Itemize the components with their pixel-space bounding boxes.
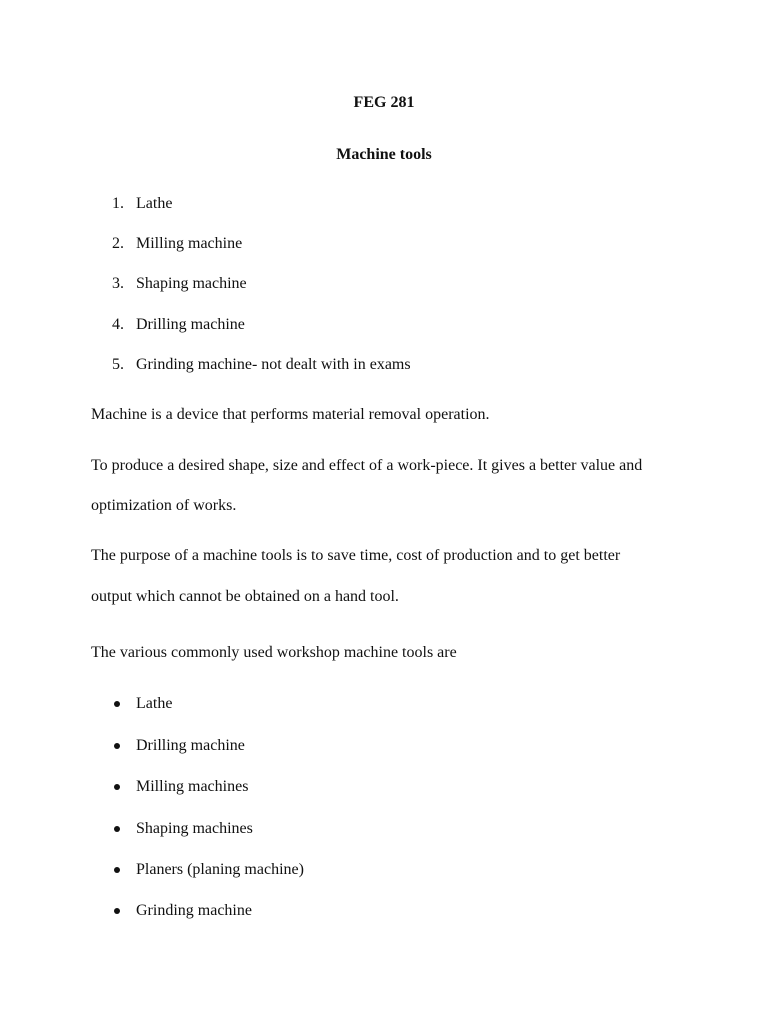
- list-item-text: Drilling machine: [136, 316, 245, 333]
- course-code: FEG 281: [353, 94, 415, 111]
- paragraph-definition: Machine is a device that performs material removal operation.: [91, 406, 490, 423]
- list-number: 5.: [112, 356, 124, 373]
- list-item-text: Milling machines: [136, 778, 249, 795]
- list-item-text: Grinding machine- not dealt with in exams: [136, 356, 411, 373]
- list-number: 1.: [112, 195, 124, 212]
- paragraph-objective-line-2: optimization of works.: [91, 497, 237, 514]
- list-item-text: Shaping machines: [136, 820, 253, 837]
- paragraph-purpose-line-1: The purpose of a machine tools is to save time, cost of production and to get better: [91, 547, 621, 564]
- list-item-text: Milling machine: [136, 235, 243, 252]
- document-title: Machine tools: [336, 146, 432, 163]
- list-number: 4.: [112, 316, 124, 333]
- list-item-text: Grinding machine: [136, 902, 252, 919]
- list-item-text: Lathe: [136, 695, 173, 712]
- list-item-text: Drilling machine: [136, 737, 245, 754]
- list-item-text: Lathe: [136, 195, 173, 212]
- paragraph-list-intro: The various commonly used workshop machine tools are: [91, 644, 457, 661]
- list-number: 2.: [112, 235, 124, 252]
- paragraph-objective-line-1: To produce a desired shape, size and effect of a work-piece. It gives a better value and: [91, 457, 643, 474]
- list-item-text: Shaping machine: [136, 275, 247, 292]
- paragraph-purpose-line-2: output which cannot be obtained on a hand tool.: [91, 588, 399, 605]
- list-number: 3.: [112, 275, 124, 292]
- list-item-text: Planers (planing machine): [136, 861, 304, 878]
